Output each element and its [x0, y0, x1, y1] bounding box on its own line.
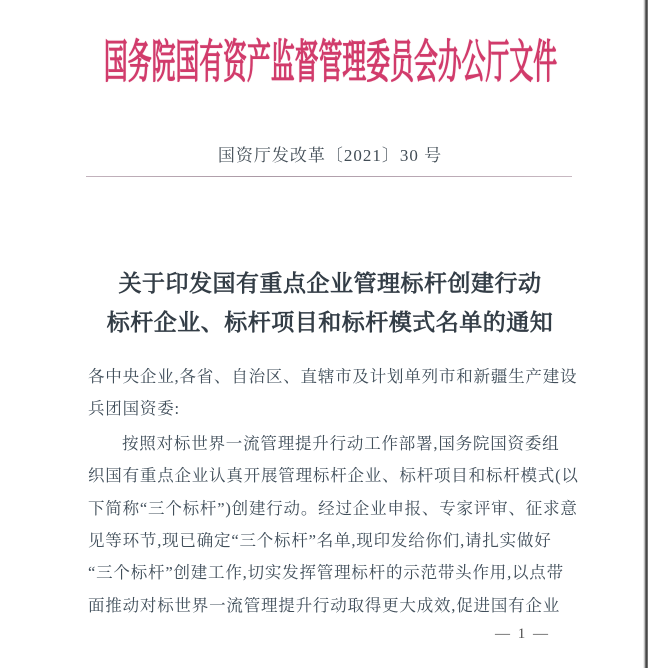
body-line: “三个标杆”创建工作,切实发挥管理标杆的示范带头作用,以点带 [88, 563, 564, 583]
body-line: 面推动对标世界一流管理提升行动取得更大成效,促进国有企业 [88, 595, 561, 615]
salutation-line: 兵团国资委: [88, 399, 180, 419]
separator-line [86, 176, 572, 177]
body-line: 按照对标世界一流管理提升行动工作部署,国务院国资委组 [122, 433, 560, 453]
document-number: 国资厅发改革〔2021〕30 号 [217, 146, 443, 165]
letterhead-title: 国务院国有资产监督管理委员会办公厅文件 [103, 36, 557, 88]
salutation-line: 各中央企业,各省、自治区、直辖市及计划单列市和新疆生产建设 [88, 367, 578, 386]
body-line: 见等环节,现已确定“三个标杆”名单,现印发给你们,请扎实做好 [88, 530, 552, 550]
document-body [88, 361, 579, 622]
document-title-line-2: 标杆企业、标杆项目和标杆模式名单的通知 [106, 310, 554, 335]
document-title [10, 264, 648, 342]
page-number: — 1 — [495, 626, 550, 642]
letterhead-banner [0, 26, 648, 88]
body-line: 织国有重点企业认真开展管理标杆企业、标杆项目和标杆模式(以 [88, 466, 579, 486]
body-line: 下简称“三个标杆”)创建行动。经过企业申报、专家评审、征求意 [88, 498, 578, 518]
page-right-edge [641, 0, 648, 668]
document-title-line-1: 关于印发国有重点企业管理标杆创建行动 [118, 271, 542, 296]
